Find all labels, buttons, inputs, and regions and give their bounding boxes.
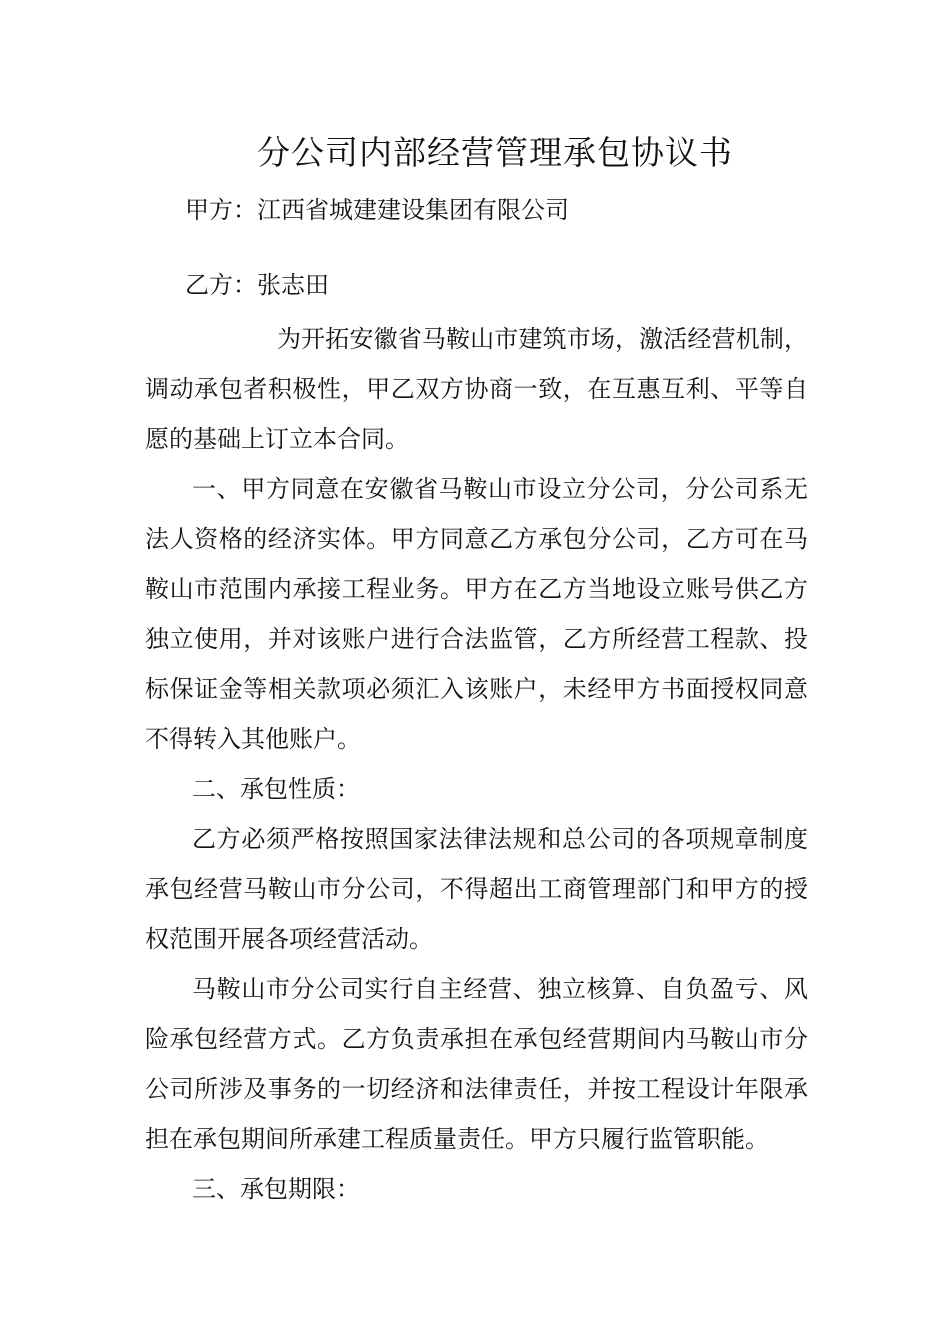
- article-2-paragraph-1: 乙方必须严格按照国家法律法规和总公司的各项规章制度承包经营马鞍山市分公司，不得超出工商管理部门和甲方的授权范围开展各项经营活动。: [145, 825, 808, 953]
- article-3-heading: 三、承包期限：: [192, 1175, 360, 1203]
- party-a-line: 甲方：江西省城建建设集团有限公司: [185, 196, 569, 224]
- document-title: 分公司内部经营管理承包协议书: [257, 133, 733, 172]
- intro-paragraph: 为开拓安徽省马鞍山市建筑市场，激活经营机制，调动承包者积极性，甲乙双方协商一致，在互惠互利、平等自愿的基础上订立本合同。: [145, 325, 808, 453]
- article-1-paragraph: 一、甲方同意在安徽省马鞍山市设立分公司，分公司系无法人资格的经济实体。甲方同意乙方承包分公司，乙方可在马鞍山市范围内承接工程业务。甲方在乙方当地设立账号供乙方独立使用，并对该账户进行合法监管，乙方所经营工程款、投标保证金等相关款项必须汇入该账户，未经甲方书面授权同意不得转入其他账户。: [145, 475, 808, 753]
- party-b-line: 乙方：张志田: [185, 271, 329, 299]
- article-2-paragraph-2: 马鞍山市分公司实行自主经营、独立核算、自负盈亏、风险承包经营方式。乙方负责承担在承包经营期间内马鞍山市分公司所涉及事务的一切经济和法律责任，并按工程设计年限承担在承包期间所承建工程质量责任。甲方只履行监管职能。: [145, 975, 808, 1153]
- article-2-heading: 二、承包性质：: [192, 775, 360, 803]
